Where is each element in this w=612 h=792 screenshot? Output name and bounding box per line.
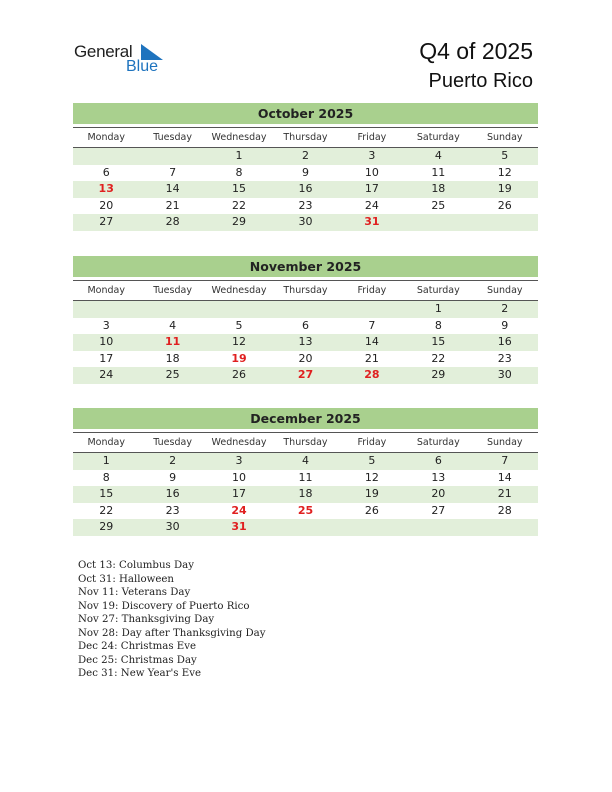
weekday-header-row xyxy=(73,280,538,301)
week-row xyxy=(73,318,538,335)
day-cell: 30 xyxy=(497,368,512,381)
weekday-label: Friday xyxy=(357,437,387,448)
day-cell: 5 xyxy=(501,149,509,162)
holiday-item: Nov 28: Day after Thanksgiving Day xyxy=(78,627,266,639)
week-row xyxy=(73,470,538,487)
day-cell: 20 xyxy=(298,351,313,365)
day-cell: 25 xyxy=(431,198,446,212)
day-cell: 1 xyxy=(434,302,442,315)
day-cell: 16 xyxy=(165,487,180,500)
weekday-label: Tuesday xyxy=(153,132,192,143)
day-cell: 19 xyxy=(364,487,379,500)
logo-text-general: General xyxy=(74,42,133,61)
day-cell: 27 xyxy=(431,503,446,517)
weekday-label: Wednesday xyxy=(211,285,267,296)
week-row xyxy=(73,486,538,503)
holiday-item: Nov 19: Discovery of Puerto Rico xyxy=(78,600,250,612)
day-cell xyxy=(272,301,338,318)
day-cell: 7 xyxy=(501,454,509,467)
week-row xyxy=(73,198,538,215)
weekday-header-row xyxy=(73,432,538,453)
day-cell: 5 xyxy=(235,318,243,332)
day-cell: 3 xyxy=(368,149,376,162)
day-cell: 20 xyxy=(431,487,446,500)
day-cell: 23 xyxy=(298,198,313,212)
day-cell: 7 xyxy=(368,318,376,332)
day-cell: 8 xyxy=(235,165,243,179)
day-cell: 9 xyxy=(169,470,177,484)
day-cell: 3 xyxy=(102,318,110,332)
weekday-label: Saturday xyxy=(416,285,460,296)
day-cell: 24 xyxy=(99,368,114,381)
day-cell: 1 xyxy=(235,149,243,162)
week-row xyxy=(73,367,538,384)
day-cell: 11 xyxy=(431,165,446,179)
day-cell: 29 xyxy=(99,520,114,533)
holiday-day-cell: 24 xyxy=(231,503,247,517)
day-cell: 5 xyxy=(368,454,376,467)
day-cell: 26 xyxy=(232,368,247,381)
weekday-label: Sunday xyxy=(486,285,523,296)
day-cell xyxy=(472,214,538,231)
day-cell: 26 xyxy=(497,198,512,212)
holiday-item: Nov 27: Thanksgiving Day xyxy=(78,614,215,625)
weekday-label: Monday xyxy=(87,437,125,448)
day-cell: 3 xyxy=(235,454,243,467)
day-cell: 28 xyxy=(497,503,512,517)
holiday-day-cell: 31 xyxy=(364,215,380,228)
day-cell: 15 xyxy=(99,487,114,500)
holiday-item: Nov 11: Veterans Day xyxy=(78,587,191,598)
day-cell: 2 xyxy=(169,454,177,467)
month-calendar-december xyxy=(73,408,538,536)
weekday-label: Thursday xyxy=(283,285,328,296)
day-cell: 15 xyxy=(232,182,247,195)
day-cell: 29 xyxy=(431,368,446,381)
day-cell xyxy=(73,301,139,318)
day-cell: 10 xyxy=(99,335,114,348)
day-cell xyxy=(272,519,338,536)
logo-text-blue: Blue xyxy=(126,58,159,75)
day-cell: 6 xyxy=(301,318,309,332)
week-row xyxy=(73,334,538,351)
weekday-label: Saturday xyxy=(416,132,460,143)
week-row xyxy=(73,214,538,231)
weekday-label: Sunday xyxy=(486,437,523,448)
day-cell: 12 xyxy=(497,165,512,179)
holiday-day-cell: 27 xyxy=(297,368,314,381)
day-cell: 12 xyxy=(232,335,247,348)
day-cell: 16 xyxy=(497,335,512,348)
day-cell xyxy=(339,301,405,318)
day-cell: 17 xyxy=(232,487,247,500)
day-cell: 19 xyxy=(497,182,512,195)
day-cell: 16 xyxy=(298,182,313,195)
weekday-label: Friday xyxy=(357,132,387,143)
weekday-label: Thursday xyxy=(283,437,328,448)
day-cell: 18 xyxy=(298,487,313,500)
day-cell xyxy=(339,519,405,536)
day-cell: 30 xyxy=(298,215,313,228)
week-row xyxy=(73,165,538,182)
day-cell xyxy=(139,148,205,165)
day-cell: 8 xyxy=(102,470,110,484)
day-cell: 10 xyxy=(364,165,379,179)
day-cell: 14 xyxy=(165,182,180,195)
day-cell: 21 xyxy=(165,198,180,212)
day-cell: 4 xyxy=(434,149,442,162)
weekday-label: Wednesday xyxy=(211,437,267,448)
day-cell: 14 xyxy=(497,470,512,484)
holiday-list xyxy=(78,559,266,681)
day-cell: 13 xyxy=(431,470,446,484)
day-cell: 21 xyxy=(497,487,512,500)
day-cell: 10 xyxy=(232,470,247,484)
week-row xyxy=(73,148,538,165)
day-cell: 9 xyxy=(301,165,309,179)
weekday-label: Tuesday xyxy=(153,437,192,448)
holiday-item: Oct 13: Columbus Day xyxy=(78,560,194,571)
page-subtitle: Puerto Rico xyxy=(428,70,533,92)
week-row xyxy=(73,351,538,368)
weekday-label: Saturday xyxy=(416,437,460,448)
day-cell: 6 xyxy=(102,165,110,179)
day-cell: 21 xyxy=(364,351,379,365)
month-title: December 2025 xyxy=(73,408,538,429)
logo xyxy=(74,42,174,82)
day-cell: 17 xyxy=(99,351,114,365)
week-row xyxy=(73,181,538,198)
day-cell: 4 xyxy=(169,318,177,332)
day-cell xyxy=(206,301,272,318)
day-cell: 2 xyxy=(301,149,309,162)
day-cell: 13 xyxy=(298,335,313,348)
day-cell: 17 xyxy=(364,182,379,195)
holiday-day-cell: 25 xyxy=(297,503,314,517)
day-cell: 15 xyxy=(431,335,446,348)
month-calendar-october xyxy=(73,103,538,231)
day-cell: 22 xyxy=(99,503,114,517)
week-row xyxy=(73,503,538,520)
day-cell xyxy=(73,148,139,165)
day-cell: 8 xyxy=(434,318,442,332)
day-cell: 14 xyxy=(364,335,379,348)
day-cell: 7 xyxy=(169,165,177,179)
day-cell: 25 xyxy=(165,368,180,381)
day-cell xyxy=(405,214,471,231)
week-row xyxy=(73,519,538,536)
holiday-item: Oct 31: Halloween xyxy=(78,573,174,585)
week-row xyxy=(73,301,538,318)
weekday-label: Tuesday xyxy=(153,285,192,296)
weekday-header-row xyxy=(73,127,538,148)
day-cell xyxy=(405,519,471,536)
holiday-day-cell: 19 xyxy=(231,351,247,365)
weekday-label: Sunday xyxy=(486,132,523,143)
day-cell: 6 xyxy=(434,454,442,467)
page-title: Q4 of 2025 xyxy=(419,38,533,64)
day-cell xyxy=(472,519,538,536)
day-cell: 30 xyxy=(165,520,180,533)
day-cell: 23 xyxy=(165,503,180,517)
week-row xyxy=(73,453,538,470)
holiday-day-cell: 11 xyxy=(164,335,181,348)
weekday-label: Wednesday xyxy=(211,132,267,143)
month-title: November 2025 xyxy=(73,256,538,277)
weekday-label: Thursday xyxy=(283,132,328,143)
weekday-label: Monday xyxy=(87,132,125,143)
holiday-day-cell: 28 xyxy=(364,368,380,381)
day-cell: 18 xyxy=(165,351,180,365)
day-cell: 2 xyxy=(501,302,509,315)
day-cell: 22 xyxy=(431,351,446,365)
day-cell: 9 xyxy=(501,318,509,332)
day-cell xyxy=(139,301,205,318)
day-cell: 4 xyxy=(301,454,309,467)
holiday-day-cell: 13 xyxy=(98,182,114,195)
day-cell: 26 xyxy=(364,503,379,517)
day-cell: 27 xyxy=(99,215,114,228)
day-cell: 23 xyxy=(497,351,512,365)
day-cell: 11 xyxy=(298,470,313,484)
day-cell: 20 xyxy=(99,198,114,212)
weekday-label: Friday xyxy=(357,285,387,296)
holiday-item: Dec 24: Christmas Eve xyxy=(78,641,197,652)
day-cell: 22 xyxy=(232,198,247,212)
holiday-item: Dec 31: New Year's Eve xyxy=(78,668,201,679)
day-cell: 18 xyxy=(431,182,446,195)
month-calendar-november xyxy=(73,256,538,384)
weekday-label: Monday xyxy=(87,285,125,296)
day-cell: 12 xyxy=(364,470,379,484)
month-title: October 2025 xyxy=(73,103,538,124)
day-cell: 29 xyxy=(232,215,247,228)
holiday-item: Dec 25: Christmas Day xyxy=(78,654,197,666)
holiday-day-cell: 31 xyxy=(231,520,247,533)
day-cell: 28 xyxy=(165,215,180,228)
day-cell: 24 xyxy=(364,198,379,212)
day-cell: 1 xyxy=(102,454,110,467)
